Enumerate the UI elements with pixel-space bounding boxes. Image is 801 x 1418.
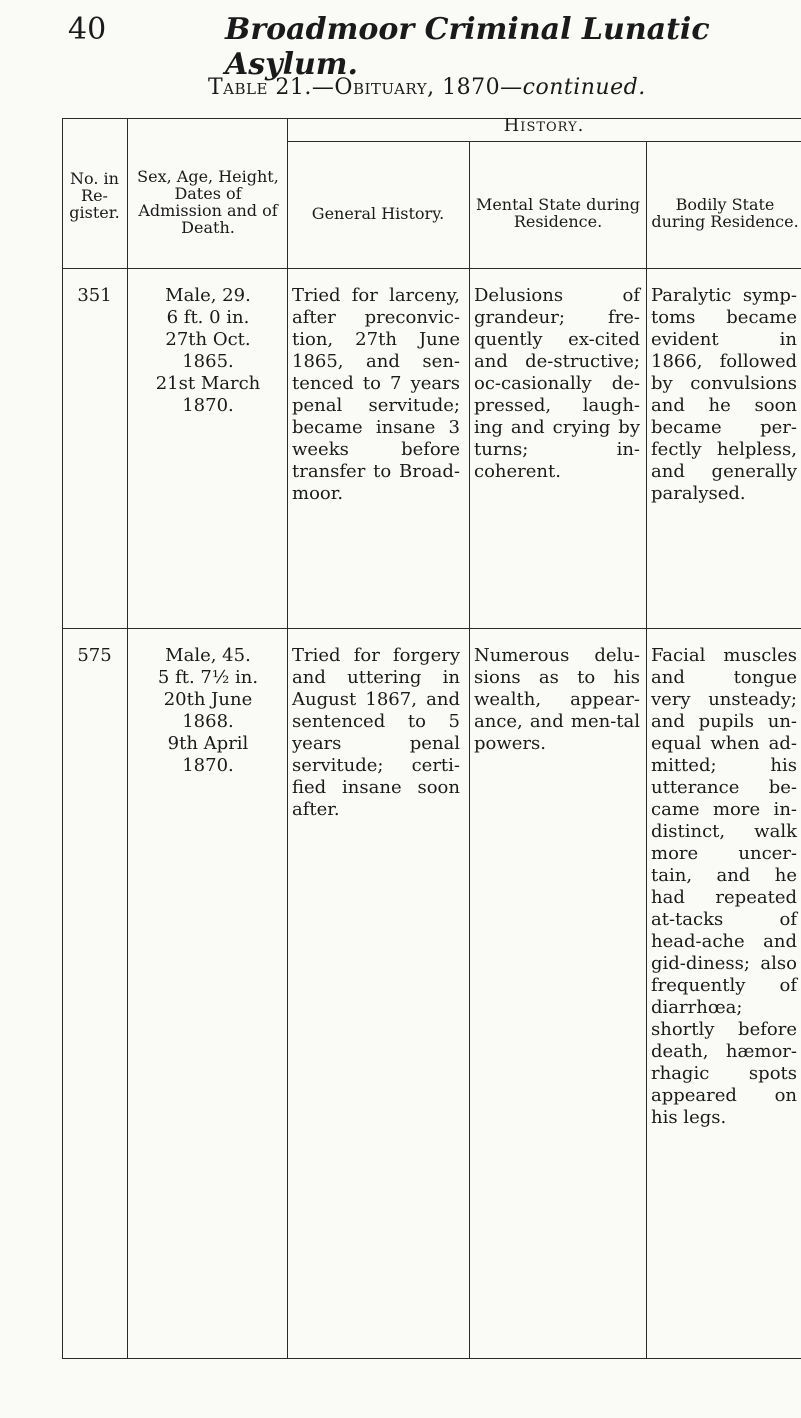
row-2-no: 575: [77, 645, 112, 666]
header-bottom-rule: [62, 268, 801, 269]
row-2-sex-line: Male, 45.: [165, 645, 251, 666]
header-history: History.: [503, 115, 585, 136]
table-title-continued: continued.: [522, 75, 646, 100]
row-2-sex-line: 1868.: [182, 711, 234, 732]
row-2-general-history: Tried for forgery and uttering in August 1867, and sentenced to 5 years penal servitude; certi-fied insane soon after.: [292, 645, 460, 820]
col-rule-4: [646, 141, 647, 1358]
row-1-sex: [133, 285, 283, 417]
header-bodily: Bodily State during Residence.: [651, 195, 799, 231]
row-1-sex-line: 1870.: [182, 395, 234, 416]
row-1-mental-state: Delusions of grandeur; fre-quently ex-cited and de-structive; oc-casionally de-pressed, laugh-ing and crying by turns; in-coherent.: [474, 285, 640, 482]
row-1-no: 351: [77, 285, 112, 306]
header-no: No. in Re- gister.: [69, 169, 120, 222]
row-2-sex-line: 9th April: [167, 733, 249, 754]
row-1-sex-line: 1865.: [182, 351, 234, 372]
table-title-main: —Obituary, 1870—: [311, 75, 523, 100]
row-2-sex-line: 5 ft. 7½ in.: [157, 667, 259, 688]
row-2-sex: [133, 645, 283, 777]
col-rule-2: [287, 118, 288, 1358]
row-1-sex-line: 21st March: [155, 373, 261, 394]
row-2-sex-line: 1870.: [182, 755, 234, 776]
row-2-sex-line: 20th June: [163, 689, 253, 710]
row-2-mental-state: Numerous delu-sions as to his wealth, appear-ance, and men-tal powers.: [474, 645, 640, 754]
history-sub-rule: [287, 141, 801, 142]
row-1-bodily-state: Paralytic symp-toms became evident in 1866, followed by convulsions and he soon became per-fectly helpless, and generally paralysed.: [651, 285, 797, 504]
header-sex: Sex, Age, Height, Dates of Admission and of Death.: [137, 167, 279, 237]
col-rule-1: [127, 118, 128, 1358]
running-head: Broadmoor Criminal Lunatic Asylum.: [225, 12, 710, 82]
col-rule-3: [469, 141, 470, 1358]
row-2-bodily-state: Facial muscles and tongue very unsteady; and pupils un-equal when ad-mitted; his utterance be-came more in-distinct, walk more uncer-tain, and he had repeated at-tacks of head-ache and gid-diness; also frequently of diarrhœa; shortly before death, hæmor-rhagic spots appeared on his legs.: [651, 645, 797, 1128]
row-1-sex-line: 6 ft. 0 in.: [166, 307, 250, 328]
table-title: [208, 75, 646, 100]
row-1-general-history: Tried for larceny, after preconvic-tion, 27th June 1865, and sen-tenced to 7 years penal servitude; became insane 3 weeks before transfer to Broad-moor.: [292, 285, 460, 504]
table-title-label: Table 21.: [208, 75, 312, 100]
page-number: 40: [68, 12, 107, 47]
row-1-sex-line: Male, 29.: [165, 285, 251, 306]
row-1-sex-line: 27th Oct.: [165, 329, 251, 350]
header-mental: Mental State during Residence.: [475, 195, 641, 231]
header-general: General History.: [311, 204, 445, 223]
table-bottom-rule: [62, 1358, 801, 1359]
row-divider-rule: [62, 628, 801, 629]
